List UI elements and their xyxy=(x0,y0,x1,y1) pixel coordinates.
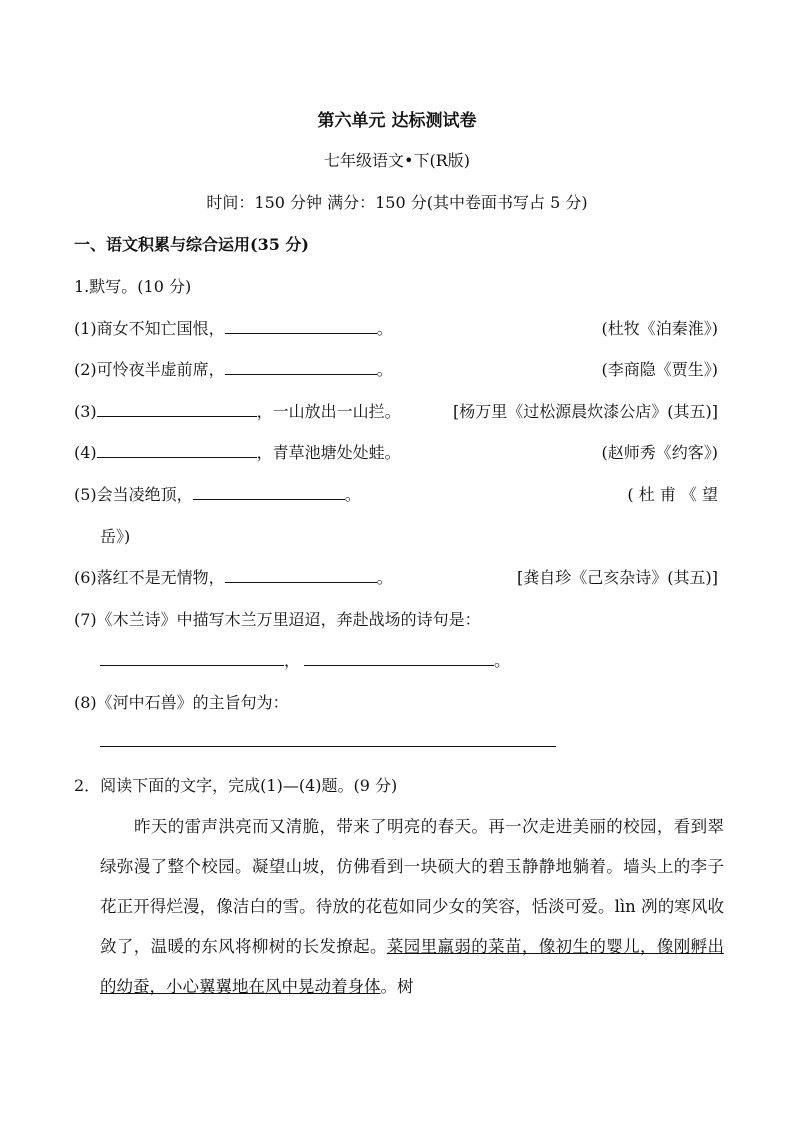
question-1-stem: 1.默写。(10 分) xyxy=(74,277,192,296)
q1-item-5 xyxy=(74,482,361,505)
item-number: (1) xyxy=(74,319,97,338)
exam-info: 时间：150 分钟 满分：150 分(其中卷面书写占 5 分) xyxy=(206,193,588,212)
item-text-end: 。 xyxy=(344,485,361,504)
item-text: 可怜夜半虚前席， xyxy=(96,360,225,379)
item-text: 商女不知亡国恨， xyxy=(96,319,225,338)
q1-item-4 xyxy=(74,440,401,463)
item-text: 会当凌绝顶， xyxy=(96,485,193,504)
q1-item-1-source: (杜牧《泊秦淮》) xyxy=(601,319,718,338)
item-text-end: 。 xyxy=(376,319,393,338)
answer-blank[interactable] xyxy=(97,443,257,458)
item-text: 《河中石兽》的主旨句为： xyxy=(96,693,289,712)
reading-passage xyxy=(100,807,724,1007)
item-number: (6) xyxy=(74,568,97,587)
q1-item-5-source-cont: 岳》) xyxy=(100,527,131,546)
item-number: (8) xyxy=(74,693,97,712)
q1-item-2-source: (李商隐《贾生》) xyxy=(601,360,718,379)
item-text: 《木兰诗》中描写木兰万里迢迢，奔赴战场的诗句是： xyxy=(96,610,481,629)
q1-item-3-source: [杨万里《过松源晨炊漆公店》(其五)] xyxy=(453,402,718,421)
q1-item-5-source: ( 杜 甫 《 望 xyxy=(627,485,718,504)
separator: ， xyxy=(284,651,301,670)
item-text-end: 。 xyxy=(494,651,511,670)
item-number: (7) xyxy=(74,610,97,629)
answer-blank[interactable] xyxy=(304,651,494,666)
item-number: (5) xyxy=(74,485,97,504)
answer-blank[interactable] xyxy=(225,568,377,583)
question-2-stem: 2．阅读下面的文字，完成(1)—(4)题。(9 分) xyxy=(74,776,398,795)
q1-item-4-source: (赵师秀《约客》) xyxy=(601,443,718,462)
q1-item-8-answer xyxy=(100,732,556,751)
section-heading: 一、语文积累与综合运用(35 分) xyxy=(74,235,309,254)
answer-blank[interactable] xyxy=(225,360,377,375)
q1-item-3 xyxy=(74,399,401,422)
item-number: (3) xyxy=(74,402,97,421)
item-number: (2) xyxy=(74,360,97,379)
item-text-end: 。 xyxy=(376,360,393,379)
page-title: 第六单元 达标测试卷 xyxy=(317,111,477,131)
q1-item-7 xyxy=(74,607,481,630)
passage-text-end: 。树 xyxy=(380,977,414,996)
answer-blank[interactable] xyxy=(193,485,345,500)
passage-underlined-text: 菜园里羸弱的菜苗，像初生的婴儿，像刚孵出的幼蚕，小心翼翼地在风中晃动着身体 xyxy=(100,937,724,996)
answer-blank[interactable] xyxy=(97,402,257,417)
item-number: (4) xyxy=(74,443,97,462)
answer-blank[interactable] xyxy=(100,732,556,747)
q1-item-7-answers xyxy=(100,648,510,671)
page-subtitle: 七年级语文•下(R版) xyxy=(324,151,470,170)
q1-item-2 xyxy=(74,357,393,380)
q1-item-6-source: [龚自珍《己亥杂诗》(其五)] xyxy=(517,568,718,587)
answer-blank[interactable] xyxy=(225,319,377,334)
q1-item-6 xyxy=(74,565,393,588)
q1-item-8 xyxy=(74,690,289,713)
item-text-end: ，一山放出一山拦。 xyxy=(256,402,401,421)
q1-item-1 xyxy=(74,316,393,339)
answer-blank[interactable] xyxy=(100,651,284,666)
item-text-end: 。 xyxy=(376,568,393,587)
item-text-end: ，青草池塘处处蛙。 xyxy=(256,443,401,462)
passage-text: 昨天的雷声洪亮而又清脆，带来了明亮的春天。再一次走进美丽的校园，看到翠绿弥漫了整个校园。凝望山坡，仿佛看到一块硕大的碧玉静静地躺着。墙头上的李子花正开得烂漫，像洁白的雪。待放的花苞如同少女的笑容，恬淡可爱。lìn 冽的寒风收敛了，温暖的东风将柳树的长发撩起。 xyxy=(100,817,724,956)
item-text: 落红不是无情物， xyxy=(96,568,225,587)
